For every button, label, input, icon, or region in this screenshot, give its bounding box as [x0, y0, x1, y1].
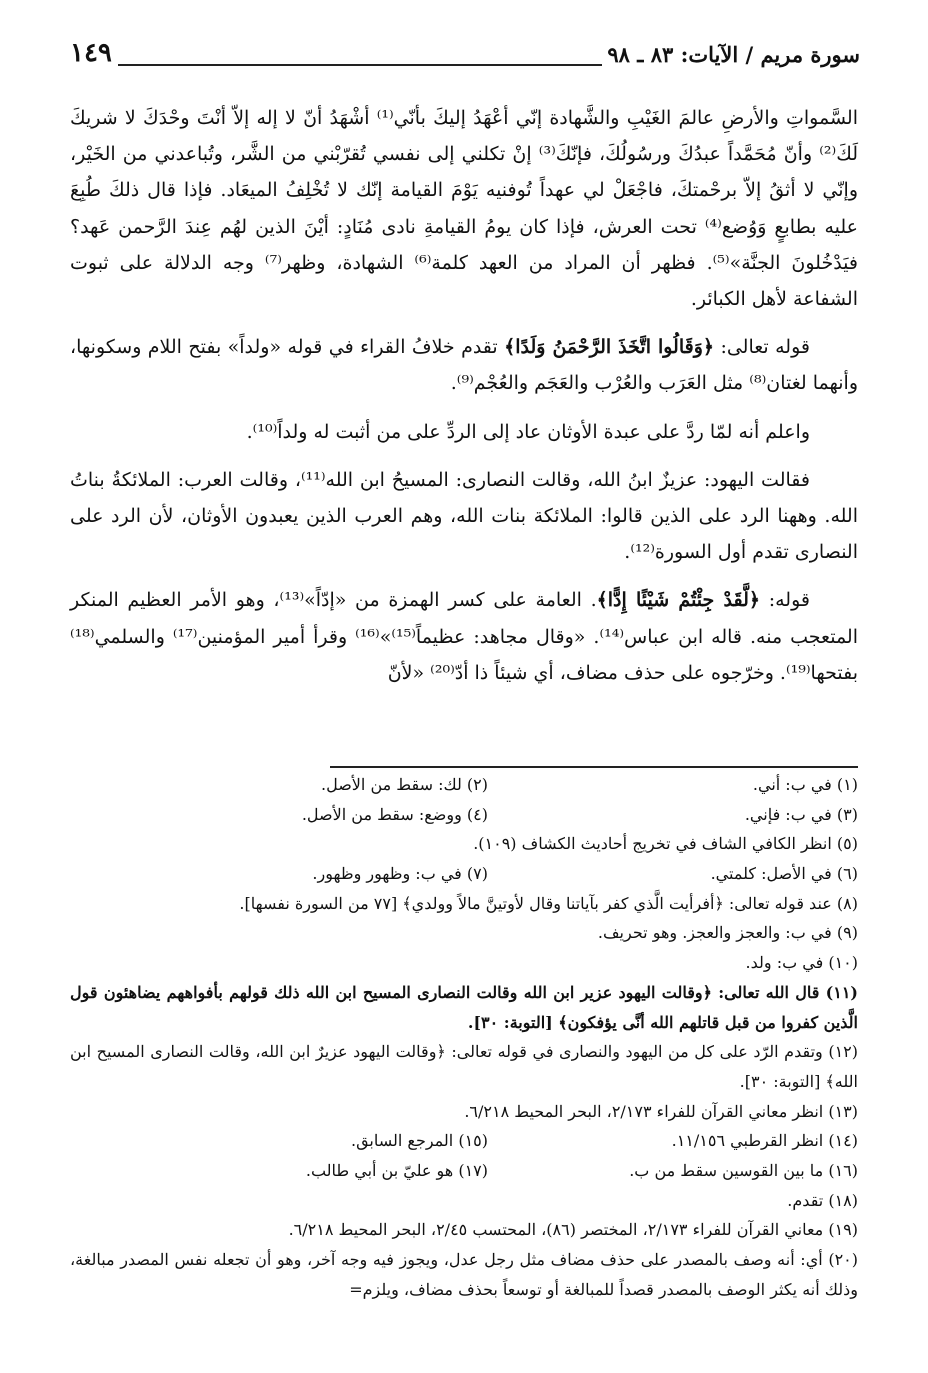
footnote: (٩) في ب: والعجز والعجز. وهو تحريف. [597, 923, 858, 943]
page-number: ١٤٩ [70, 38, 112, 68]
footnote-row [70, 1126, 858, 1156]
footnote: (٦) في الأصل: كلمتي. [710, 864, 858, 884]
footnote: (٤) ووضع: سقط من الأصل. [301, 804, 488, 824]
footnote: (١٢) وتقدم الرّد على كل من اليهود والنصارى في قوله تعالى: ﴿وقالت اليهود عزيرٌ ابن الله، وقالت النصارى المسيح ابن الله﴾ [التوبة: ٣٠]. [70, 1042, 858, 1091]
footnote-row [70, 1156, 858, 1186]
paragraph: السَّمواتِ والأرضِ عالمَ الغَيْبِ والشَّهادة إنّي أعْهَدُ إليكَ بأنّي⁽¹⁾ أشْهَدُ أنّ لا إله إلاّ أنْتَ وحْدَكَ لا شريكَ لَكَ⁽²⁾ وأنّ مُحَمَّداً عبدُكَ ورسُولُكَ، فإنّكَ⁽³⁾ إنْ تكلني إلى نفسي تُقرّبْني من الشَّر، وتُباعدني من الخَيْر، وإنّي لا أثقُ إلاّ برحْمتكَ، فاجْعَلْ لي عهداً تُوفنيه يَوْمَ القيامة إنّك لا تُخْلِفُ الميعَاد. فإذا قال ذلكَ طُبِعَ عليه بطابعٍ وَوُضع⁽⁴⁾ تحت العرش، فإذا كان يومُ القيامةِ نادى مُنَادٍ: أيْنَ الذين لهُم عِندَ الرَّحمن عَهد؟ فيَدْخُلونَ الجنَّة»⁽⁵⁾. فظهر أن المراد من العهد كلمة⁽⁶⁾ الشهادة، وظهر⁽⁷⁾ وجه الدلالة على ثبوت الشفاعة لأهل الكبائر. [70, 107, 859, 311]
footnote: (١٥) المرجع السابق. [350, 1131, 488, 1151]
footnote: (٥) انظر الكافي الشاف في تخريج أحاديث الكشاف (١٠٩). [473, 834, 858, 854]
running-title: سورة مريم / الآيات: ٨٣ ـ ٩٨ [607, 42, 860, 67]
footnote-row [70, 800, 858, 830]
footnote: (١٦) ما بين القوسين سقط من ب. [629, 1161, 858, 1180]
paragraph [70, 329, 858, 401]
page-header [70, 38, 860, 78]
main-text [70, 100, 858, 691]
footnote: (٢٠) أي: أنه وصف بالمصدر على حذف مضاف مثل رجل عدل، ويجوز فيه وجه آخر، وهو أن تجعله نفس المصدر مبالغة، وذلك أنه يكثر الوصف بالمصدر قصداً للمبالغة أو توسعاً بحذف مضاف، ويلزم= [70, 1250, 858, 1299]
footnote-row [70, 859, 858, 889]
footnote: (١١) قال الله تعالى: ﴿وقالت اليهود عزير ابن الله وقالت النصارى المسيح ابن الله ذلك قولهم بأفواههم يضاهئون قول الَّذين كفروا من قبل قاتلهم الله أنَّى يؤفكون﴾ [التوبة: ٣٠]. [70, 982, 858, 1032]
footnote-row [70, 770, 858, 800]
footnote: (١٤) انظر القرطبي ١١/١٥٦. [671, 1131, 858, 1151]
footnote: (١٩) معاني القرآن للفراء ٢/١٧٣، المختصر (٨٦)، المحتسب ٢/٤٥، البحر المحيط ٦/٢١٨. [288, 1220, 858, 1240]
quran-verse: ﴿لَّقَدْ جِئْتُمْ شَيْئًا إِدًّا﴾ [596, 589, 761, 612]
footnote-separator [330, 766, 858, 768]
paragraph-text: . العامة على كسر الهمزة من «إدّاً»⁽¹³⁾، وهو الأمر العظيم المنكر المتعجب منه. قاله ابن عباس⁽¹⁴⁾. «وقال مجاهد: عظيماً⁽¹⁵⁾»⁽¹⁶⁾ وقرأ أمير المؤمنين⁽¹⁷⁾ والسلمي⁽¹⁸⁾ بفتحها⁽¹⁹⁾. وخرّجوه على حذف مضاف، أي شيئاً ذا أدّ⁽²⁰⁾ «لأنّ [70, 589, 859, 684]
footnote: (٣) في ب: فإني. [744, 804, 858, 824]
footnote: (٨) عند قوله تعالى: ﴿أفرأيت الَّذي كفر بآياتنا وقال لأوتينَّ مالاً وولدي﴾ [٧٧ من السورة نفسها]. [239, 893, 858, 913]
footnotes [70, 770, 858, 1304]
footnote: (١) في ب: أني. [752, 775, 858, 794]
paragraph: فقالت اليهود: عزيزٌ ابنُ الله، وقالت النصارى: المسيحُ ابن الله⁽¹¹⁾، وقالت العرب: الملائكةُ بناتُ الله. وههنا الرد على الذين قالوا: الملائكة بنات الله، وهم العرب الذين يعبدون الأوثان، لأن الرد على النصارى تقدم أول السورة⁽¹²⁾. [70, 468, 858, 564]
footnote: (١٣) انظر معاني القرآن للفراء ٢/١٧٣، البحر المحيط ٦/٢١٨. [464, 1101, 858, 1121]
paragraph-lead: قوله تعالى: [720, 336, 810, 359]
header-rule [118, 64, 602, 66]
quran-verse: ﴿وَقَالُوا اتَّخَذَ الرَّحْمَنُ وَلَدًا﴾ [504, 336, 715, 359]
paragraph: واعلم أنه لمّا ردَّ على عبدة الأوثان عاد إلى الردِّ على من أثبت له ولداً⁽¹⁰⁾. [246, 420, 810, 443]
footnote: (١٨) تقدم. [787, 1190, 858, 1210]
footnote: (١٠) في ب: ولد. [745, 953, 858, 973]
footnote: (٧) في ب: وظهور وظهور. [312, 864, 488, 884]
footnote: (٢) لك: سقط من الأصل. [321, 775, 488, 794]
paragraph [70, 582, 858, 691]
paragraph-text: تقدم خلافُ القراء في قوله «ولداً» بفتح اللام وسكونها، وأنهما لغتان⁽⁸⁾ مثل العَرَب والعُرْب والعَجَم والعُجْم⁽⁹⁾. [70, 336, 858, 395]
footnote: (١٧) هو عليّ بن أبي طالب. [305, 1161, 488, 1180]
paragraph-lead: قوله: [768, 589, 810, 612]
